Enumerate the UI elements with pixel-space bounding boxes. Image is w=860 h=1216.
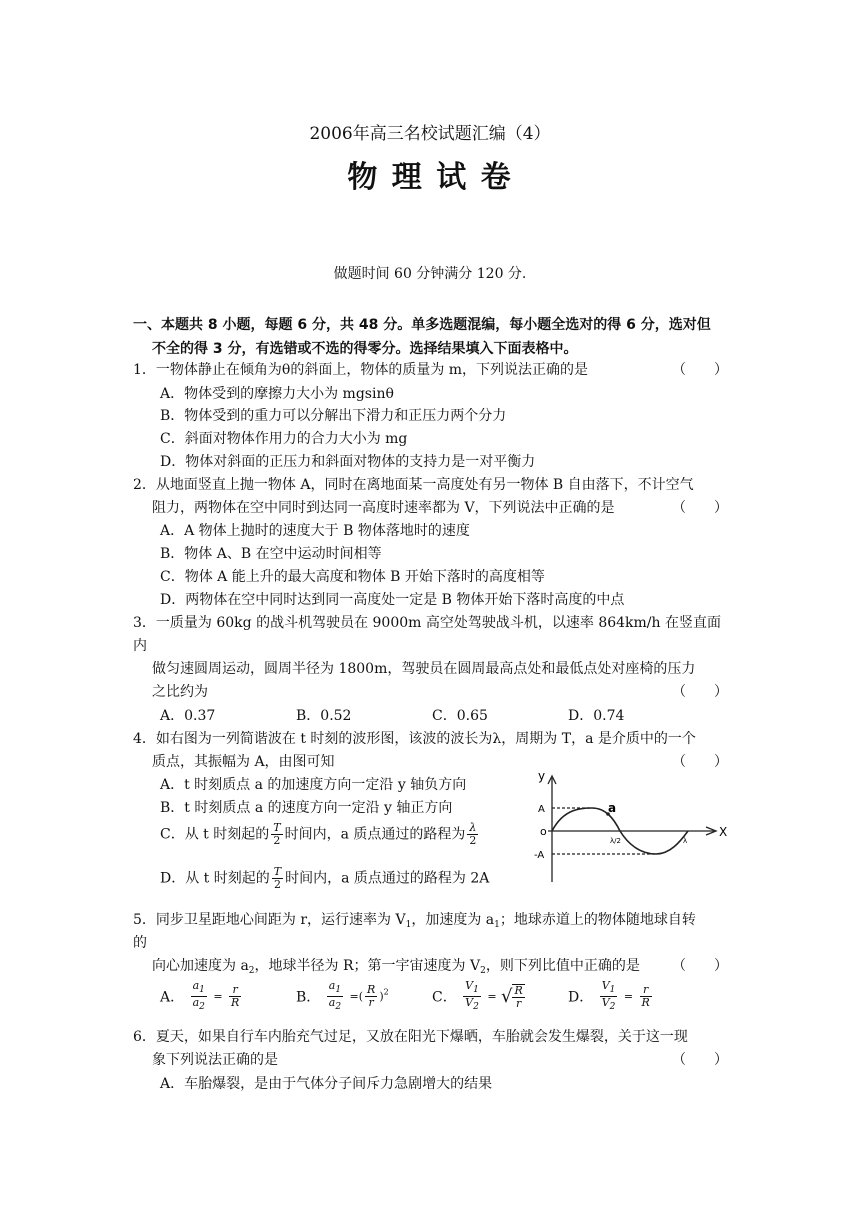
ratio-v1-v2: $\frac{V_1}{V_2}$ [465,979,479,1012]
ratio-R-over-r: $\frac{R}{r}$ [514,983,523,1010]
amplitude-label-bottom: -A [534,850,545,861]
q4-option-a: A．t 时刻质点 a 的加速度方向一定沿 y 轴负方向 [160,777,467,793]
q3-stem-line1-wrap: 内 [133,638,147,654]
half-wavelength-label: λ/2 [610,837,621,845]
q5-option-c: C． $\frac{V_1}{V_2}$ = √ $\frac{R}{r}$ [432,979,523,1012]
q2-option-d: D．两物体在空中同时达到同一高度处一定是 B 物体开始下落时高度的中点 [160,592,625,608]
page-title: 物 理 试 卷 [347,160,513,195]
origin-label: o [540,825,547,838]
sqrt-icon: √ [500,986,513,1007]
x-axis-label: X [719,825,728,839]
q1-stem: 1．一物体静止在倾角为θ的斜面上，物体的质量为 m，下列说法正确的是 [133,362,589,378]
q1-answer-paren: （ ） [672,362,728,378]
q5-stem-line1-wrap: 的 [133,935,147,951]
q3-option-a: A．0.37 [160,708,216,724]
ratio-r-over-R: $\frac{r}{R}$ [641,983,650,1009]
q3-stem-line2: 做匀速圆周运动，圆周半径为 1800m，驾驶员在圆周最高点处和最低点处对座椅的压力 [152,661,696,677]
y-axis-label: y [538,772,546,783]
ratio-r-over-R: $\frac{r}{R}$ [231,983,240,1009]
q1-option-c: C．斜面对物体作用力的合力大小为 mg [160,431,408,447]
q2-option-a: A．A 物体上抛时的速度大于 B 物体落地时的速度 [160,523,470,539]
ratio-a1-a2: $\frac{a_1}{a_2}$ [192,979,205,1012]
q2-stem-line2: 阻力，两物体在空中同时到达同一高度时速率都为 V，下列说法中正确的是 [152,500,615,516]
fraction-t-over-2: $\frac{T}{2}$ [273,865,282,891]
q5-stem-line1: 5．同步卫星距地心间距为 r，运行速率为 $V_1$，加速度为 $a_1$；地球赤道上的物体随地球自转 [133,912,696,930]
q6-stem-line2: 象下列说法正确的是 [152,1052,278,1068]
q4-option-c-mid: 时间内，a 质点通过的路程为 [284,826,466,843]
q4-answer-paren: （ ） [672,754,728,770]
fraction-lambda-over-2: $\frac{\lambda}{2}$ [469,821,477,847]
q2-stem-line1: 2．从地面竖直上抛一物体 A，同时在离地面某一高度处有另一物体 B 自由落下，不计空气 [133,477,694,493]
ratio-R-over-r: $\frac{R}{r}$ [367,983,376,1009]
q4-option-c-pre: C．从 t 时刻起的 [160,826,270,843]
q3-option-b: B．0.52 [296,708,352,724]
q1-option-b: B．物体受到的重力可以分解出下滑力和正压力两个分力 [160,408,507,424]
q5-answer-paren: （ ） [672,958,728,974]
amplitude-label-top: A [538,804,545,815]
q6-answer-paren: （ ） [672,1052,728,1068]
q2-option-b: B．物体 A、B 在空中运动时间相等 [160,546,382,562]
q1-option-d: D．物体对斜面的正压力和斜面对物体的支持力是一对平衡力 [160,454,536,470]
q2-option-c: C．物体 A 能上升的最大高度和物体 B 开始下落时的高度相等 [160,569,545,585]
particle-a-label: a [608,801,617,815]
q3-option-d: D．0.74 [568,708,625,724]
q3-stem-line3: 之比约为 [152,684,208,700]
fraction-t-over-2: $\frac{T}{2}$ [273,821,281,847]
q4-option-c [160,822,480,847]
q5-option-b: B． $\frac{a_1}{a_2}$ =( $\frac{R}{r}$ )$^2$ [296,979,389,1012]
q4-option-b: B．t 时刻质点 a 的速度方向一定沿 y 轴正方向 [160,800,453,816]
exam-series-title: 2006年高三名校试题汇编（4） [309,124,551,144]
q4-option-d [160,866,489,891]
q4-option-d-mid: 时间内，a 质点通过的路程为 2A [285,870,490,887]
q4-stem-line2: 质点，其振幅为 A，由图可知 [152,754,335,770]
section-instruction-line1: 一、本题共 8 小题，每题 6 分，共 48 分。单多选题混编，每小题全选对的得 6 分，选对但 [133,317,711,333]
q5-option-d: D． $\frac{V_1}{V_2}$ = $\frac{r}{R}$ [568,979,650,1012]
q1-option-a: A．物体受到的摩擦力大小为 mgsinθ [160,386,394,402]
wave-graph [530,772,730,887]
q3-answer-paren: （ ） [672,684,728,700]
section-instruction-line2: 不全的得 3 分，有选错或不选的得零分。选择结果填入下面表格中。 [152,341,578,357]
q5-stem-line2: 向心加速度为 $a_2$，地球半径为 R；第一宇宙速度为 $V_2$，则下列比值中正确的是 [152,958,640,976]
ratio-a1-a2: $\frac{a_1}{a_2}$ [328,979,342,1012]
q6-option-a: A．车胎爆裂，是由于气体分子间斥力急剧增大的结果 [160,1076,493,1092]
q4-stem-line1: 4．如右图为一列简谐波在 t 时刻的波形图，该波的波长为λ，周期为 T，a 是介质中的一个 [133,731,696,747]
time-note: 做题时间 60 分钟满分 120 分. [333,266,527,282]
q4-option-d-pre: D．从 t 时刻起的 [160,870,270,887]
wavelength-label: λ [683,837,688,845]
q6-stem-line1: 6．夏天，如果自行车内胎充气过足，又放在阳光下爆晒，车胎就会发生爆裂，关于这一现 [133,1029,688,1045]
q3-stem-line1: 3．一质量为 60kg 的战斗机驾驶员在 9000m 高空处驾驶战斗机，以速率 864km/h 在竖直面 [133,615,721,631]
ratio-v1-v2: $\frac{V_1}{V_2}$ [601,979,616,1012]
q3-option-c: C．0.65 [432,708,488,724]
q5-option-a: A． $\frac{a_1}{a_2}$ = $\frac{r}{R}$ [160,979,240,1012]
q2-answer-paren: （ ） [672,500,728,516]
